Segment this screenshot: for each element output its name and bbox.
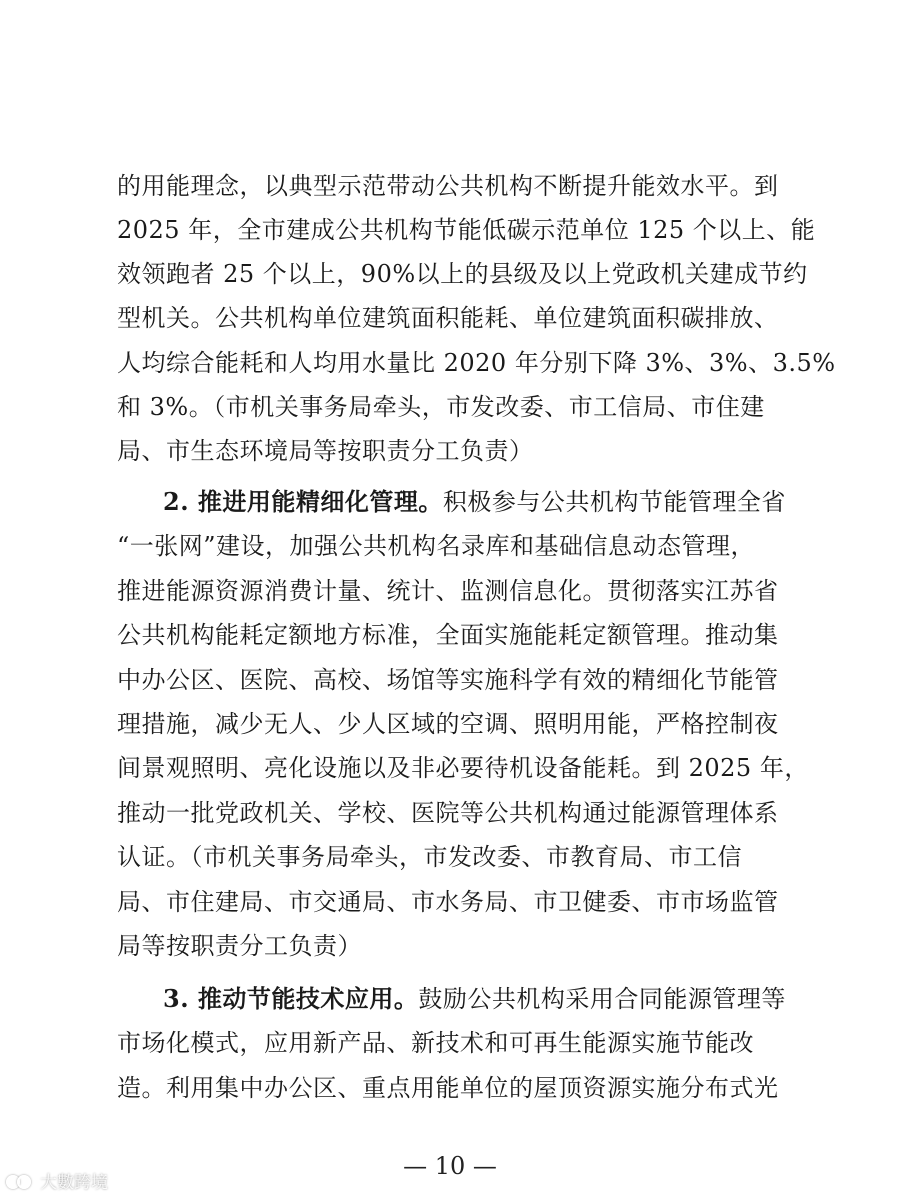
text-line — [117, 1068, 787, 1108]
text-line — [117, 660, 787, 700]
line-text: 造。利用集中办公区、重点用能单位的屋顶资源实施分布式光 — [117, 1074, 779, 1102]
line-text: 推动一批党政机关、学校、医院等公共机构通过能源管理体系 — [117, 799, 779, 827]
line-text: 2025 年，全市建成公共机构节能低碳示范单位 125 个以上、能 — [117, 216, 816, 244]
section-heading: 2. 推进用能精细化管理。 — [163, 487, 443, 516]
text-line — [117, 704, 787, 744]
line-text: 间景观照明、亮化设施以及非必要待机设备能耗。到 2025 年， — [117, 754, 809, 782]
text-line — [117, 1023, 787, 1063]
text-line — [117, 387, 787, 427]
text-line — [117, 837, 787, 877]
text-line — [117, 793, 787, 833]
line-text: 鼓励公共机构采用合同能源管理等 — [418, 985, 786, 1013]
watermark-text: 大數跨境 — [40, 1173, 108, 1193]
line-text: 型机关。公共机构单位建筑面积能耗、单位建筑面积碳排放、 — [117, 304, 779, 332]
text-line — [117, 526, 787, 566]
line-text: “一张网”建设，加强公共机构名录库和基础信息动态管理， — [117, 532, 756, 560]
line-text: 公共机构能耗定额地方标准，全面实施能耗定额管理。推动集 — [117, 621, 779, 649]
line-text: 认证。（市机关事务局牵头，市发改委、市教育局、市工信 — [117, 843, 742, 871]
line-text: 局等按职责分工负责） — [117, 932, 362, 960]
line-text: 推进能源资源消费计量、统计、监测信息化。贯彻落实江苏省 — [117, 577, 779, 605]
text-line — [117, 343, 836, 383]
watermark — [6, 1168, 108, 1193]
text-line — [117, 431, 787, 471]
section-heading-line — [163, 979, 833, 1019]
line-text: 的用能理念，以典型示范带动公共机构不断提升能效水平。到 — [117, 172, 779, 200]
line-text: 理措施，减少无人、少人区域的空调、照明用能，严格控制夜 — [117, 710, 779, 738]
text-line — [117, 571, 787, 611]
text-line — [117, 298, 787, 338]
link-circles-icon — [6, 1171, 34, 1191]
text-line — [117, 254, 808, 294]
text-line — [117, 166, 787, 206]
line-text: 效领跑者 25 个以上，90%以上的县级及以上党政机关建成节约 — [117, 260, 808, 288]
text-line — [117, 615, 787, 655]
line-text: 中办公区、医院、高校、场馆等实施科学有效的精细化节能管 — [117, 666, 779, 694]
line-text: 市场化模式，应用新产品、新技术和可再生能源实施节能改 — [117, 1029, 754, 1057]
line-text: 积极参与公共机构节能管理全省 — [442, 488, 786, 516]
section-heading-line — [163, 482, 833, 522]
text-line — [117, 748, 809, 788]
text-line — [117, 210, 816, 250]
line-text: 局、市生态环境局等按职责分工负责） — [117, 437, 534, 465]
line-text: 局、市住建局、市交通局、市水务局、市卫健委、市市场监管 — [117, 888, 779, 916]
text-line — [117, 926, 787, 966]
line-text: 人均综合能耗和人均用水量比 2020 年分别下降 3%、3%、3.5% — [117, 349, 836, 377]
page-number: — 10 — — [403, 1152, 497, 1180]
line-text: 和 3%。（市机关事务局牵头，市发改委、市工信局、市住建 — [117, 393, 765, 421]
section-heading: 3. 推动节能技术应用。 — [163, 984, 419, 1013]
text-line — [117, 882, 787, 922]
